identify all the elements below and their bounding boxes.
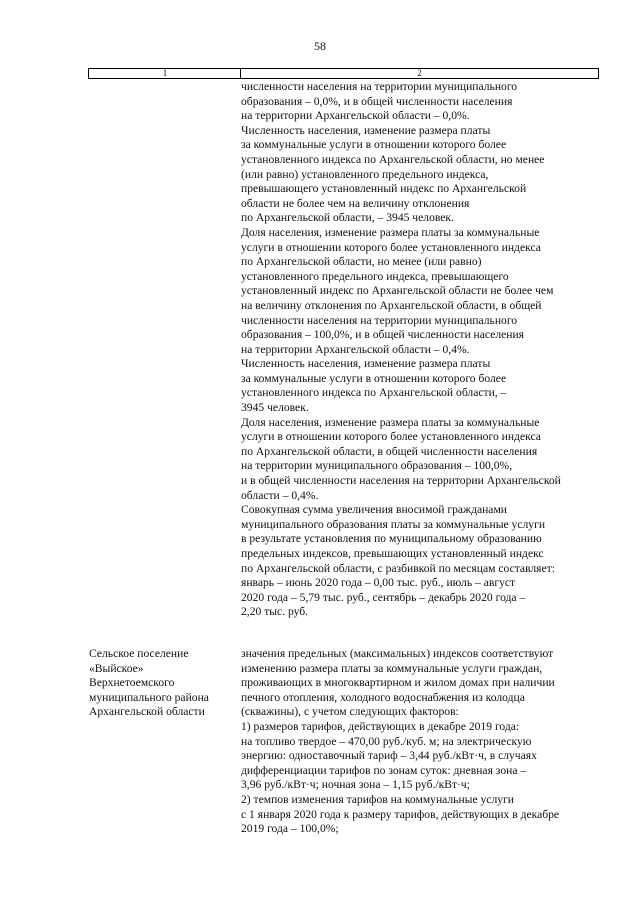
text-line: за коммунальные услуги в отношении которого более (241, 138, 507, 152)
text-line: области – 0,4%. (241, 488, 319, 502)
text-line: проживающих в многоквартирном и жилом домах при наличии (241, 676, 555, 690)
text-line: Доля населения, изменение размера платы за коммунальные (241, 415, 540, 429)
block1-text (241, 80, 603, 620)
text-line: установленного индекса по Архангельской области, – (241, 386, 507, 400)
block2-text (241, 647, 603, 837)
municipality-line: Архангельской области (89, 705, 205, 719)
text-line: на топливо твердое – 470,00 руб./куб. м; на электрическую (241, 734, 532, 748)
text-line: Совокупная сумма увеличения вносимой гражданами (241, 503, 507, 517)
text-line: 2019 года – 100,0%; (241, 822, 339, 836)
municipality-line: Сельское поселение (89, 647, 189, 660)
text-line: предельных индексов, превышающих установленный индекс (241, 547, 544, 560)
text-line: по Архангельской области, но менее (или равно) (241, 255, 482, 269)
table-column-header (88, 68, 599, 79)
text-line: 3945 человек. (241, 401, 309, 415)
text-line: Доля населения, изменение размера платы за коммунальные (241, 225, 540, 239)
text-line: муниципального образования платы за коммунальные услуги (241, 517, 546, 531)
text-line: Численность населения, изменение размера платы (241, 357, 491, 371)
text-line: на территории Архангельской области – 0,4%. (241, 342, 470, 356)
text-line: 1) размеров тарифов, действующих в декабре 2019 года: (241, 719, 520, 733)
column-number-2: 2 (417, 68, 422, 78)
column-number-1: 1 (162, 68, 168, 78)
text-line: дифференциации тарифов по зонам суток: дневная зона – (241, 763, 527, 777)
text-line: в результате установления по муниципальному образованию (241, 532, 542, 546)
text-line: на величину отклонения по Архангельской области, в общей (241, 298, 542, 312)
text-line: за коммунальные услуги в отношении которого более (241, 371, 507, 385)
text-line: Численность населения, изменение размера платы (241, 123, 491, 137)
text-line: численности населения на территории муниципального (241, 313, 518, 327)
text-line: и в общей численности населения на территории Архангельской (241, 474, 561, 488)
text-line: установленный индекс по Архангельской области не более чем (241, 284, 554, 298)
text-line: образования – 0,0%, и в общей численности населения (241, 94, 513, 108)
text-line: по Архангельской области, в общей численности населения (241, 444, 538, 458)
text-line: (или равно) установленного предельного индекса, (241, 167, 489, 181)
text-line: печного отопления, холодного водоснабжения из колодца (241, 690, 525, 704)
text-line: 2020 года – 5,79 тыс. руб., сентябрь – декабрь 2020 года – (241, 590, 526, 604)
text-line: установленного предельного индекса, превышающего (241, 269, 509, 283)
municipality-line: муниципального района (89, 690, 209, 704)
text-line: численности населения на территории муниципального (241, 80, 518, 93)
text-line: образования – 100,0%, и в общей численности населения (241, 328, 525, 342)
text-line: 2) темпов изменения тарифов на коммунальные услуги (241, 792, 514, 806)
text-line: по Архангельской области, – 3945 человек. (241, 211, 454, 225)
municipality-line: «Выйское» (89, 661, 144, 675)
text-line: с 1 января 2020 года к размеру тарифов, действующих в декабре (241, 807, 560, 821)
municipality-line: Верхнетоемского (89, 676, 175, 690)
text-line: энергию: одноставочный тариф – 3,44 руб./кВт·ч, в случаях (241, 749, 537, 763)
text-line: установленного индекса по Архангельской области, но менее (241, 152, 545, 166)
text-line: на территории муниципального образования – 100,0%, (241, 459, 513, 473)
text-line: 2,20 тыс. руб. (241, 605, 309, 619)
text-line: на территории Архангельской области – 0,0%. (241, 109, 470, 123)
text-line: услуги в отношении которого более установленного индекса (241, 430, 541, 444)
text-line: (скважины), с учетом следующих факторов: (241, 705, 459, 719)
text-line: области не более чем на величину отклонения (241, 196, 470, 210)
text-line: по Архангельской области, с разбивкой по месяцам составляет: (241, 561, 555, 575)
text-line: 3,96 руб./кВт·ч; ночная зона – 1,15 руб./кВт·ч; (241, 778, 470, 792)
text-line: значения предельных (максимальных) индексов соответствуют (241, 647, 554, 660)
page-number: 58 (314, 39, 326, 53)
municipality-name (89, 647, 239, 720)
text-line: январь – июнь 2020 года – 0,00 тыс. руб., июль – август (241, 576, 516, 590)
text-line: изменению размера платы за коммунальные услуги граждан, (241, 661, 543, 675)
text-line: превышающего установленный индекс по Архангельской (241, 182, 527, 196)
text-line: услуги в отношении которого более установленного индекса (241, 240, 541, 254)
